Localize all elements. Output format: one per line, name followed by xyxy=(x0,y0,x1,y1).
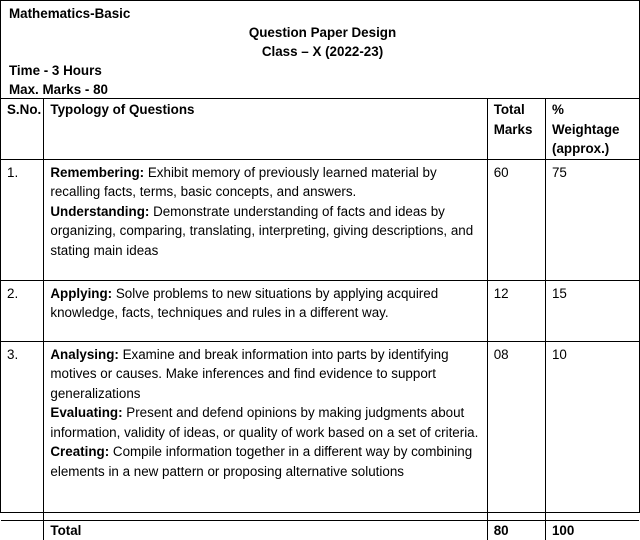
table-row xyxy=(1,159,639,280)
paper-header xyxy=(1,1,639,99)
col-header-weightage: % Weightage (approx.) xyxy=(545,99,639,159)
col-header-typology: Typology of Questions xyxy=(44,99,487,159)
typology-term: Evaluating: xyxy=(50,405,123,420)
table-row xyxy=(1,341,639,520)
typology-item xyxy=(50,403,480,442)
typology-desc: Exhibit memory of previously learned material by recalling facts, terms, basic concepts, and answers. xyxy=(50,164,437,199)
typology-item xyxy=(50,345,480,404)
cell-total-marks: 60 xyxy=(487,159,545,280)
paper-title: Question Paper Design xyxy=(248,25,397,40)
cell-sno: 1. xyxy=(1,159,44,280)
typology-item xyxy=(50,442,480,481)
col-header-sno: S.No. xyxy=(1,99,44,159)
cell-weightage: 15 xyxy=(545,280,639,341)
cell-sno-empty xyxy=(1,520,44,540)
typology-term: Analysing: xyxy=(50,346,119,362)
total-marks: 80 xyxy=(487,520,545,540)
col-header-total-marks: Total Marks xyxy=(487,99,545,159)
table-row xyxy=(1,280,639,341)
typology-desc: Examine and break information into parts by identifying motives or causes. Make inferences and find evidence to support generalizations xyxy=(50,346,449,401)
cell-sno: 3. xyxy=(1,341,44,520)
typology-term: Creating: xyxy=(50,444,110,459)
table-header-row xyxy=(1,99,639,159)
cell-total-marks: 08 xyxy=(487,341,545,520)
typology-desc: Compile information together in a different way by combining elements in a new pattern or proposing alternative solutions xyxy=(50,444,473,479)
typology-item xyxy=(50,163,480,202)
cell-typology xyxy=(44,280,487,341)
cell-sno: 2. xyxy=(1,280,44,341)
subject-title: Mathematics-Basic xyxy=(9,6,131,21)
total-weightage: 100 xyxy=(545,520,639,540)
typology-term: Remembering: xyxy=(50,164,145,180)
question-design-table xyxy=(1,99,639,540)
max-marks: Max. Marks - 80 xyxy=(9,82,108,97)
typology-term: Understanding: xyxy=(50,203,150,219)
typology-item xyxy=(50,284,480,323)
total-row xyxy=(1,520,639,540)
typology-desc: Solve problems to new situations by applying acquired knowledge, facts, techniques and rules in a different way. xyxy=(50,285,439,320)
cell-typology xyxy=(44,159,487,280)
cell-weightage: 10 xyxy=(545,341,639,520)
typology-term: Applying: xyxy=(50,285,113,301)
cell-total-marks: 12 xyxy=(487,280,545,341)
typology-desc: Present and defend opinions by making judgments about information, validity of ideas, or quality of work based on a set of criteria. xyxy=(50,405,479,440)
time-duration: Time - 3 Hours xyxy=(9,63,102,78)
typology-desc: Demonstrate understanding of facts and ideas by organizing, comparing, translating, interpreting, giving descriptions, and stating main ideas xyxy=(50,203,474,258)
typology-item xyxy=(50,202,480,261)
title-block xyxy=(1,23,639,61)
cell-typology xyxy=(44,341,487,520)
cell-weightage: 75 xyxy=(545,159,639,280)
class-line: Class – X (2022-23) xyxy=(261,44,384,59)
total-label: Total xyxy=(44,520,487,540)
